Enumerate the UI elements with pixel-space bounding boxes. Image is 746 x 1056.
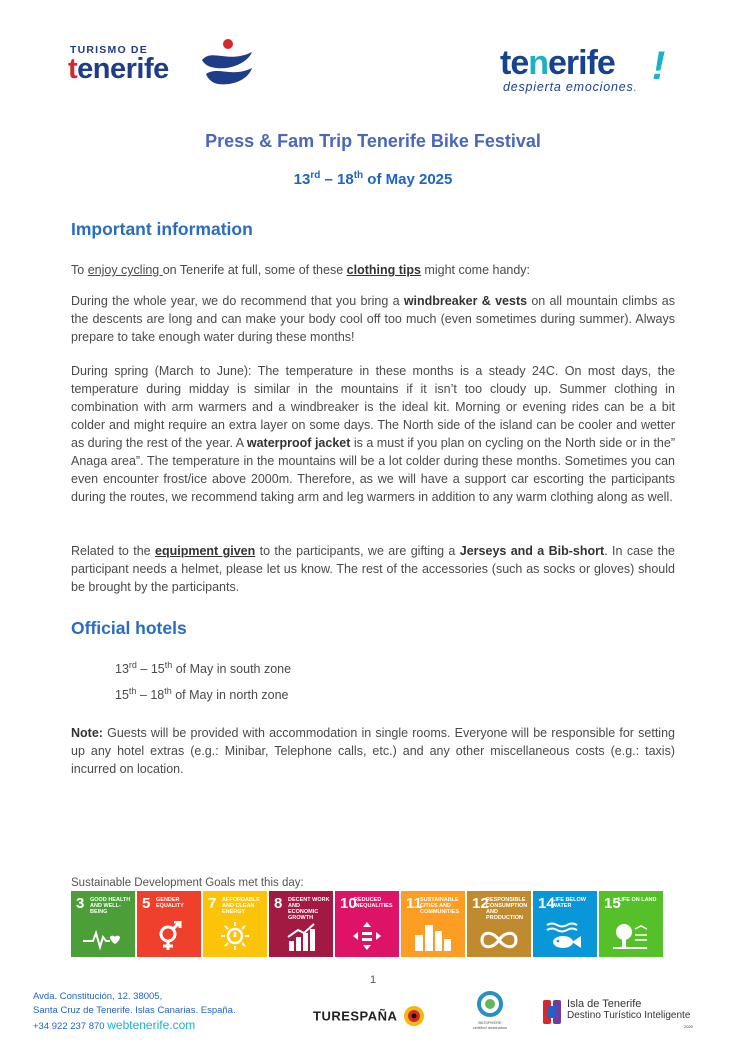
- official-hotels-heading: Official hotels: [71, 618, 187, 638]
- equipment-paragraph: Related to the equipment given to the participants, we are gifting a Jerseys and a Bib-short. In case the participant needs a helmet, please let us know. The rest of the accessories (such as socks or gloves) should be brought by the participants.: [71, 544, 675, 594]
- event-dates: 13rd – 18th of May 2025: [293, 170, 453, 188]
- isla-de-tenerife-dti-logo: Isla de Tenerife Destino Turístico Inteligente 2020: [541, 998, 711, 1038]
- important-information-heading: Important information: [71, 219, 253, 239]
- turespana-logo: TURESPAÑA: [313, 1004, 427, 1030]
- logo-big-text: tenerife: [68, 53, 169, 85]
- dti-emblem-icon: [541, 998, 565, 1026]
- sun-power-icon: [220, 921, 250, 951]
- logo-tagline: despierta emociones.: [503, 80, 638, 94]
- wave-emblem-icon: [198, 38, 256, 88]
- fish-icon: [545, 921, 585, 951]
- sdg-goal-7: 7 AFFORDABLE AND CLEAN ENERGY: [203, 891, 267, 957]
- logo-exclamation: !: [652, 44, 666, 88]
- sdg-goal-11: 11 SUSTAINABLE CITIES AND COMMUNITIES: [401, 891, 465, 957]
- turismo-de-tenerife-logo: [68, 36, 268, 86]
- infinity-icon: [479, 929, 519, 951]
- sdg-goal-8: 8 DECENT WORK AND ECONOMIC GROWTH: [269, 891, 333, 957]
- equality-icon: [352, 921, 382, 951]
- sdg-icon-strip: [71, 891, 663, 957]
- biosphere-logo: [470, 990, 510, 1036]
- footer-contact: +34 922 237 870 webtenerife.com: [33, 1018, 196, 1032]
- growth-chart-icon: [286, 923, 316, 951]
- hotel-stay-north: 15th – 18th of May in north zone: [115, 686, 289, 703]
- sdg-caption: Sustainable Development Goals met this day:: [71, 877, 304, 889]
- hotel-stay-south: 13rd – 15th of May in south zone: [115, 660, 292, 677]
- tree-icon: [611, 921, 651, 951]
- intro-paragraph: To enjoy cycling on Tenerife at full, some of these clothing tips might come handy:: [71, 263, 531, 277]
- logo-word: tenerife: [500, 44, 615, 82]
- sdg-goal-10: 10 REDUCED INEQUALITIES: [335, 891, 399, 957]
- document-title: Press & Fam Trip Tenerife Bike Festival: [205, 131, 541, 151]
- sdg-goal-5: 5 GENDER EQUALITY: [137, 891, 201, 957]
- tenerife-despierta-logo: [500, 44, 690, 96]
- footer-address: Avda. Constitución, 12. 38005, Santa Cruz de Tenerife. Islas Canarias. España. +34 922 237 870 webtenerife.com: [33, 991, 236, 1032]
- page-number: 1: [369, 974, 377, 986]
- sdg-goal-12: 12 RESPONSIBLE CONSUMPTION AND PRODUCTION: [467, 891, 531, 957]
- heartbeat-icon: [83, 927, 123, 951]
- sdg-goal-3: 3 GOOD HEALTH AND WELL-BEING: [71, 891, 135, 957]
- year-round-paragraph: During the whole year, we do recommend that you bring a windbreaker & vests on all mountain climbs as the descents are long and can make your body cool off too much (even sometimes during summer). Always prepare to take enough water during these months!: [71, 294, 675, 344]
- spain-sun-icon: [401, 1004, 427, 1030]
- gender-icon: [154, 921, 184, 951]
- logo-small-text: TURISMO DE: [70, 44, 148, 56]
- sdg-goal-15: 15 LIFE ON LAND: [599, 891, 663, 957]
- sdg-goal-14: 14 LIFE BELOW WATER: [533, 891, 597, 957]
- website-link[interactable]: webtenerife.com: [107, 1018, 196, 1032]
- city-icon: [413, 921, 453, 951]
- biosphere-emblem-icon: [470, 990, 510, 1020]
- spring-paragraph: During spring (March to June): The temperature in these months is a steady 24C. On most days, the temperature during midday is similar in the mountains if it isn’t too cloudy up. Summer clothing in combination with arm warmers and a windbreaker is the ideal kit. Morning or evening rides can be a bit colder and might require an extra layer on some days. The North side of the island can be cooler and wetter as during the rest of the year. A waterproof jacket is a must if you plan on cycling on the North side or in the” Anaga area”. The temperature in the mountains will be a lot colder during these months. Sometimes you can even encounter frost/ice above 2000m. Therefore, as we will have a support car escorting the participants during the routes, we recommend taking arm and leg warmers in addition to any warm clothing along as well.: [71, 364, 675, 504]
- accommodation-note: Note: Guests will be provided with accommodation in single rooms. Everyone will be responsible for setting up any hotel extras (e.g.: Minibar, Telephone calls, etc.) and any other miscellaneous costs (e.g.: taxis) incurred on location.: [71, 726, 675, 776]
- biosphere-label: BIOSPHERE certified destination: [472, 1020, 508, 1030]
